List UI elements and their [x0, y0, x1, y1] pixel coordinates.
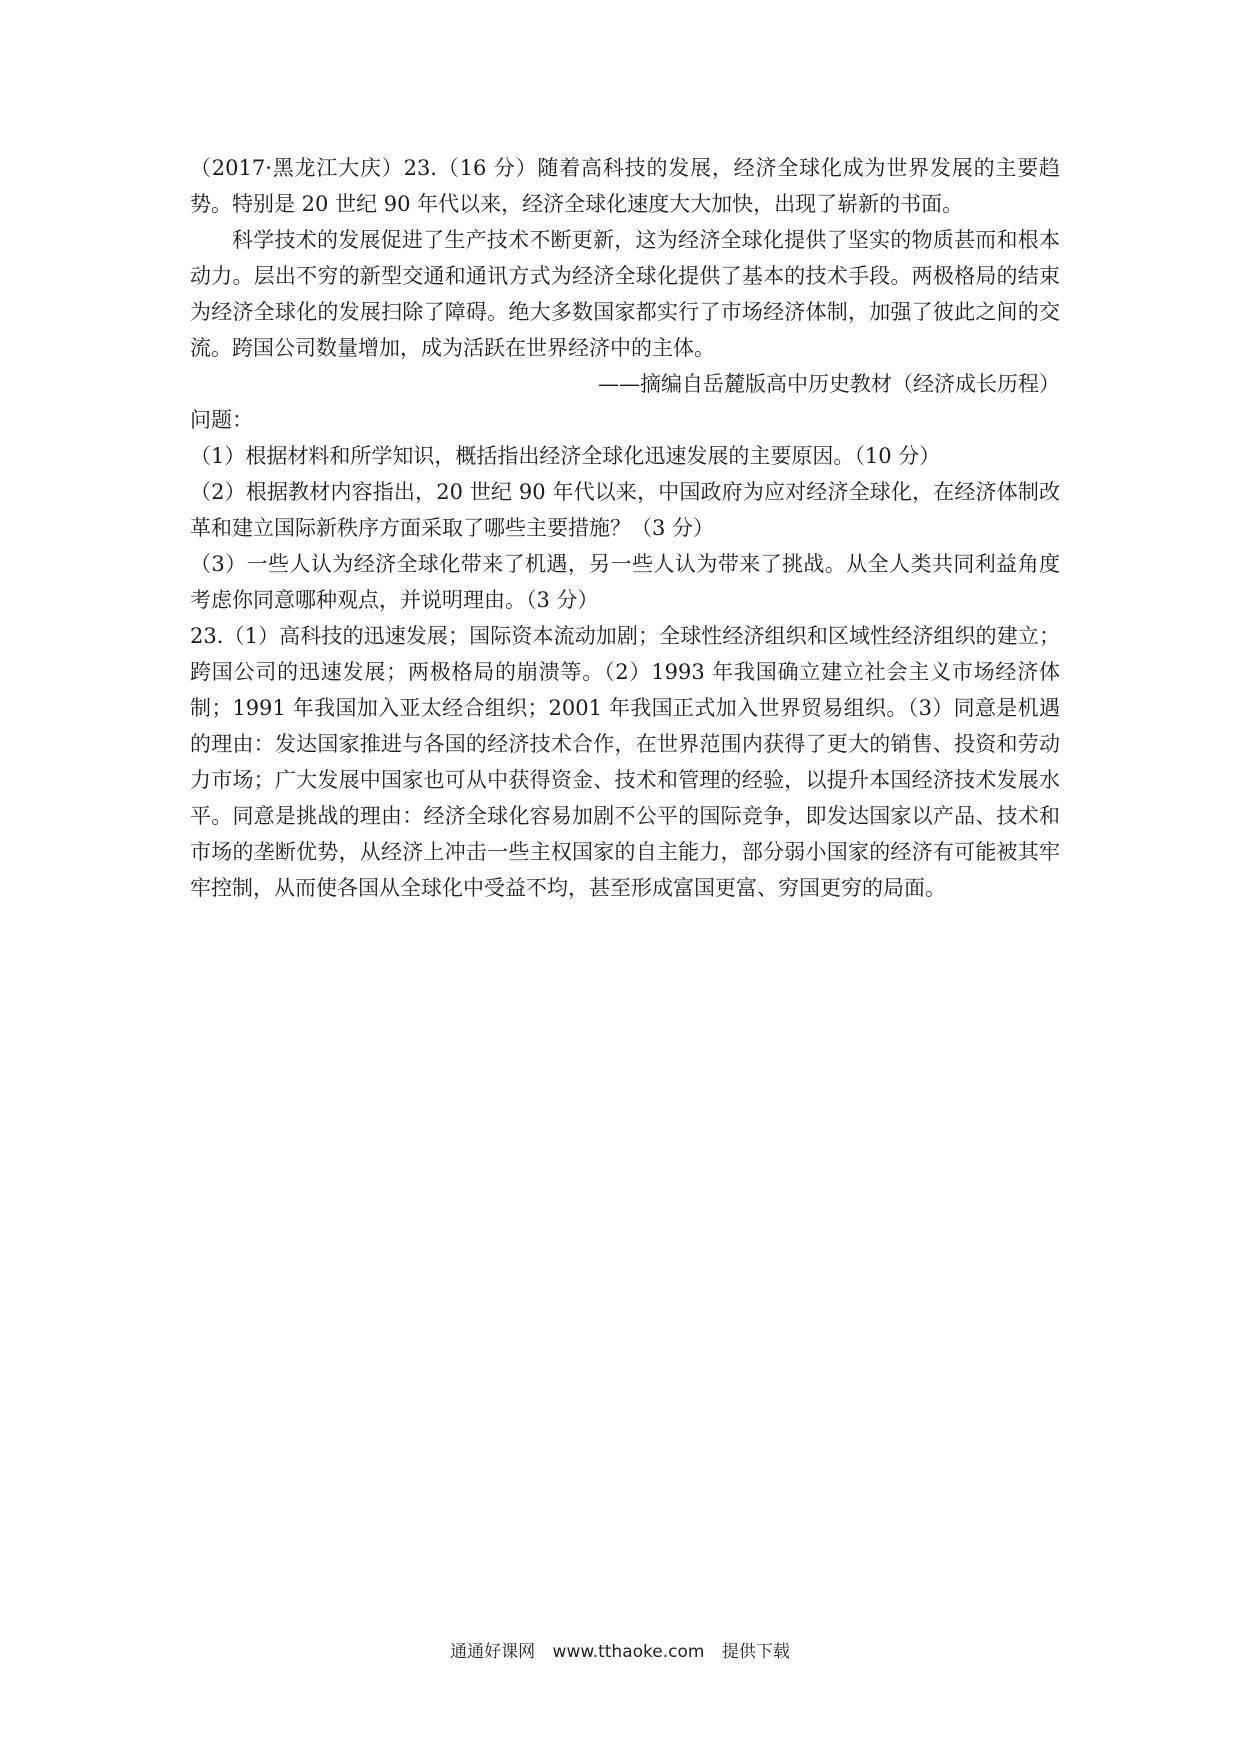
question-material: 科学技术的发展促进了生产技术不断更新，这为经济全球化提供了坚实的物质甚而和根本动力。层出不穷的新型交通和通讯方式为经济全球化提供了基本的技术手段。两极格局的结束为经济全球化的发展扫除了障碍。绝大多数国家都实行了市场经济体制，加强了彼此之间的交流。跨国公司数量增加，成为活跃在世界经济中的主体。	[190, 228, 1060, 360]
footer-site-name: 通通好课网	[450, 1642, 536, 1662]
footer-suffix: 提供下载	[721, 1642, 790, 1662]
document-body	[190, 150, 1060, 906]
sub-question-2: （2）根据教材内容指出，20 世纪 90 年代以来，中国政府为应对经济全球化，在经济体制改革和建立国际新秩序方面采取了哪些主要措施？（3 分）	[190, 480, 1060, 540]
sub-question-1: （1）根据材料和所学知识，概括指出经济全球化迅速发展的主要原因。（10 分）	[190, 444, 941, 468]
footer-url[interactable]: www.tthaoke.com	[552, 1642, 705, 1662]
question-prompt: 问题：	[190, 408, 253, 432]
sub-question-3: （3）一些人认为经济全球化带来了机遇，另一些人认为带来了挑战。从全人类共同利益角度考虑你同意哪种观点，并说明理由。（3 分）	[190, 552, 1060, 612]
material-source: ——摘编自岳麓版高中历史教材（经济成长历程）	[598, 372, 1060, 396]
answer-text: 23.（1）高科技的迅速发展；国际资本流动加剧；全球性经济组织和区域性经济组织的建立；跨国公司的迅速发展；两极格局的崩溃等。（2）1993 年我国确立建立社会主义市场经济体制；1991 年我国加入亚太经合组织；2001 年我国正式加入世界贸易组织。（3）同意是机遇的理由：发达国家推进与各国的经济技术合作，在世界范围内获得了更大的销售、投资和劳动力市场；广大发展中国家也可从中获得资金、技术和管理的经验，以提升本国经济技术发展水平。同意是挑战的理由：经济全球化容易加剧不公平的国际竞争，即发达国家以产品、技术和市场的垄断优势，从经济上冲击一些主权国家的自主能力，部分弱小国家的经济有可能被其牢牢控制，从而使各国从全球化中受益不均，甚至形成富国更富、穷国更穷的局面。	[190, 624, 1060, 900]
page-footer	[0, 1637, 1240, 1662]
question-intro: （2017·黑龙江大庆）23.（16 分）随着高科技的发展，经济全球化成为世界发展的主要趋势。特别是 20 世纪 90 年代以来，经济全球化速度大大加快，出现了崭新的书面。	[190, 156, 1060, 216]
